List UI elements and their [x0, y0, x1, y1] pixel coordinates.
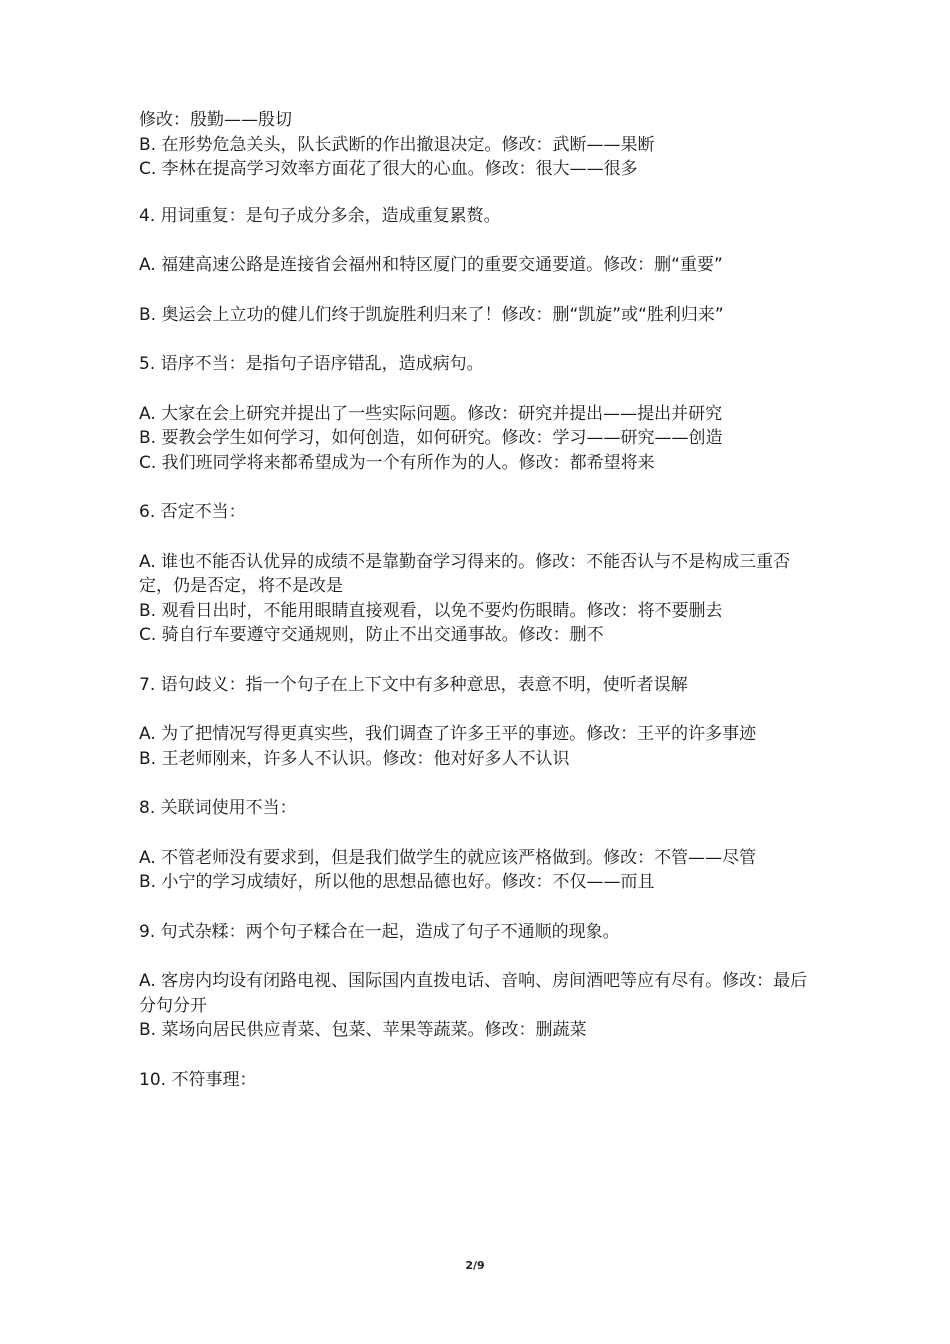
section-heading: 8. 关联词使用不当：: [139, 798, 297, 818]
spacer: [139, 1043, 811, 1068]
text-line: A. 不管老师没有要求到，但是我们做学生的就应该严格做到。修改：不管——尽管: [139, 847, 757, 868]
text-line: C. 骑自行车要遵守交通规则，防止不出交通事故。修改：删不: [139, 625, 604, 645]
text-line: C. 我们班同学将来都希望成为一个有所作为的人。修改：都希望将来: [139, 452, 655, 473]
spacer: [139, 697, 811, 722]
spacer: [139, 182, 811, 204]
section-heading: 6. 否定不当：: [139, 502, 246, 522]
text-line: B. 小宁的学习成绩好，所以他的思想品德也好。修改：不仅——而且: [139, 872, 655, 892]
text-line: B. 观看日出时，不能用眼睛直接观看，以免不要灼伤眼睛。修改：将不要删去: [139, 600, 723, 621]
spacer: [139, 327, 811, 352]
spacer: [139, 771, 811, 796]
section-heading: 7. 语句歧义：指一个句子在上下文中有多种意思，表意不明，使听者误解: [139, 674, 688, 695]
spacer: [139, 821, 811, 846]
text-line: B. 王老师刚来，许多人不认识。修改：他对好多人不认识: [139, 748, 570, 769]
section-heading: 5. 语序不当：是指句子语序错乱，造成病句。: [139, 354, 484, 374]
text-line: A. 为了把情况写得更真实些，我们调查了许多王平的事迹。修改：王平的许多事迹: [139, 724, 757, 744]
section-heading: 4. 用词重复：是句子成分多余，造成重复累赘。: [139, 205, 501, 226]
spacer: [139, 525, 811, 550]
spacer: [139, 475, 811, 500]
text-line: B. 奥运会上立功的健儿们终于凯旋胜利归来了！修改：删“凯旋”或“胜利归来”: [139, 304, 724, 325]
text-line: A. 客房内均设有闭路电视、国际国内直拨电话、音响、房间酒吧等应有尽有。修改：最后分句分开: [139, 971, 808, 1016]
text-line: A. 大家在会上研究并提出了一些实际问题。修改：研究并提出——提出并研究: [139, 403, 723, 424]
text-line: C. 李林在提高学习效率方面花了很大的心血。修改：很大——很多: [139, 159, 638, 179]
text-line: 修改：殷勤——殷切: [139, 110, 292, 130]
page-number: 2/9: [465, 1259, 485, 1272]
text-line: B. 菜场向居民供应青菜、包菜、苹果等蔬菜。修改：删蔬菜: [139, 1020, 587, 1040]
spacer: [139, 377, 811, 402]
spacer: [139, 278, 811, 303]
spacer: [139, 944, 811, 969]
text-line: B. 在形势危急关头，队长武断的作出撤退决定。修改：武断——果断: [139, 134, 655, 155]
section-heading: 10. 不符事理：: [139, 1069, 257, 1090]
text-line: A. 谁也不能否认优异的成绩不是靠勤奋学习得来的。修改：不能否认与不是构成三重否定，仍是否定，将不是改是: [139, 551, 791, 596]
spacer: [139, 895, 811, 920]
spacer: [139, 228, 811, 253]
section-heading: 9. 句式杂糅：两个句子糅合在一起，造成了句子不通顺的现象。: [139, 921, 620, 942]
text-line: B. 要教会学生如何学习，如何创造，如何研究。修改：学习——研究——创造: [139, 428, 723, 448]
document-body: [139, 108, 811, 1092]
text-line: A. 福建高速公路是连接省会福州和特区厦门的重要交通要道。修改：删“重要”: [139, 255, 723, 275]
spacer: [139, 648, 811, 673]
